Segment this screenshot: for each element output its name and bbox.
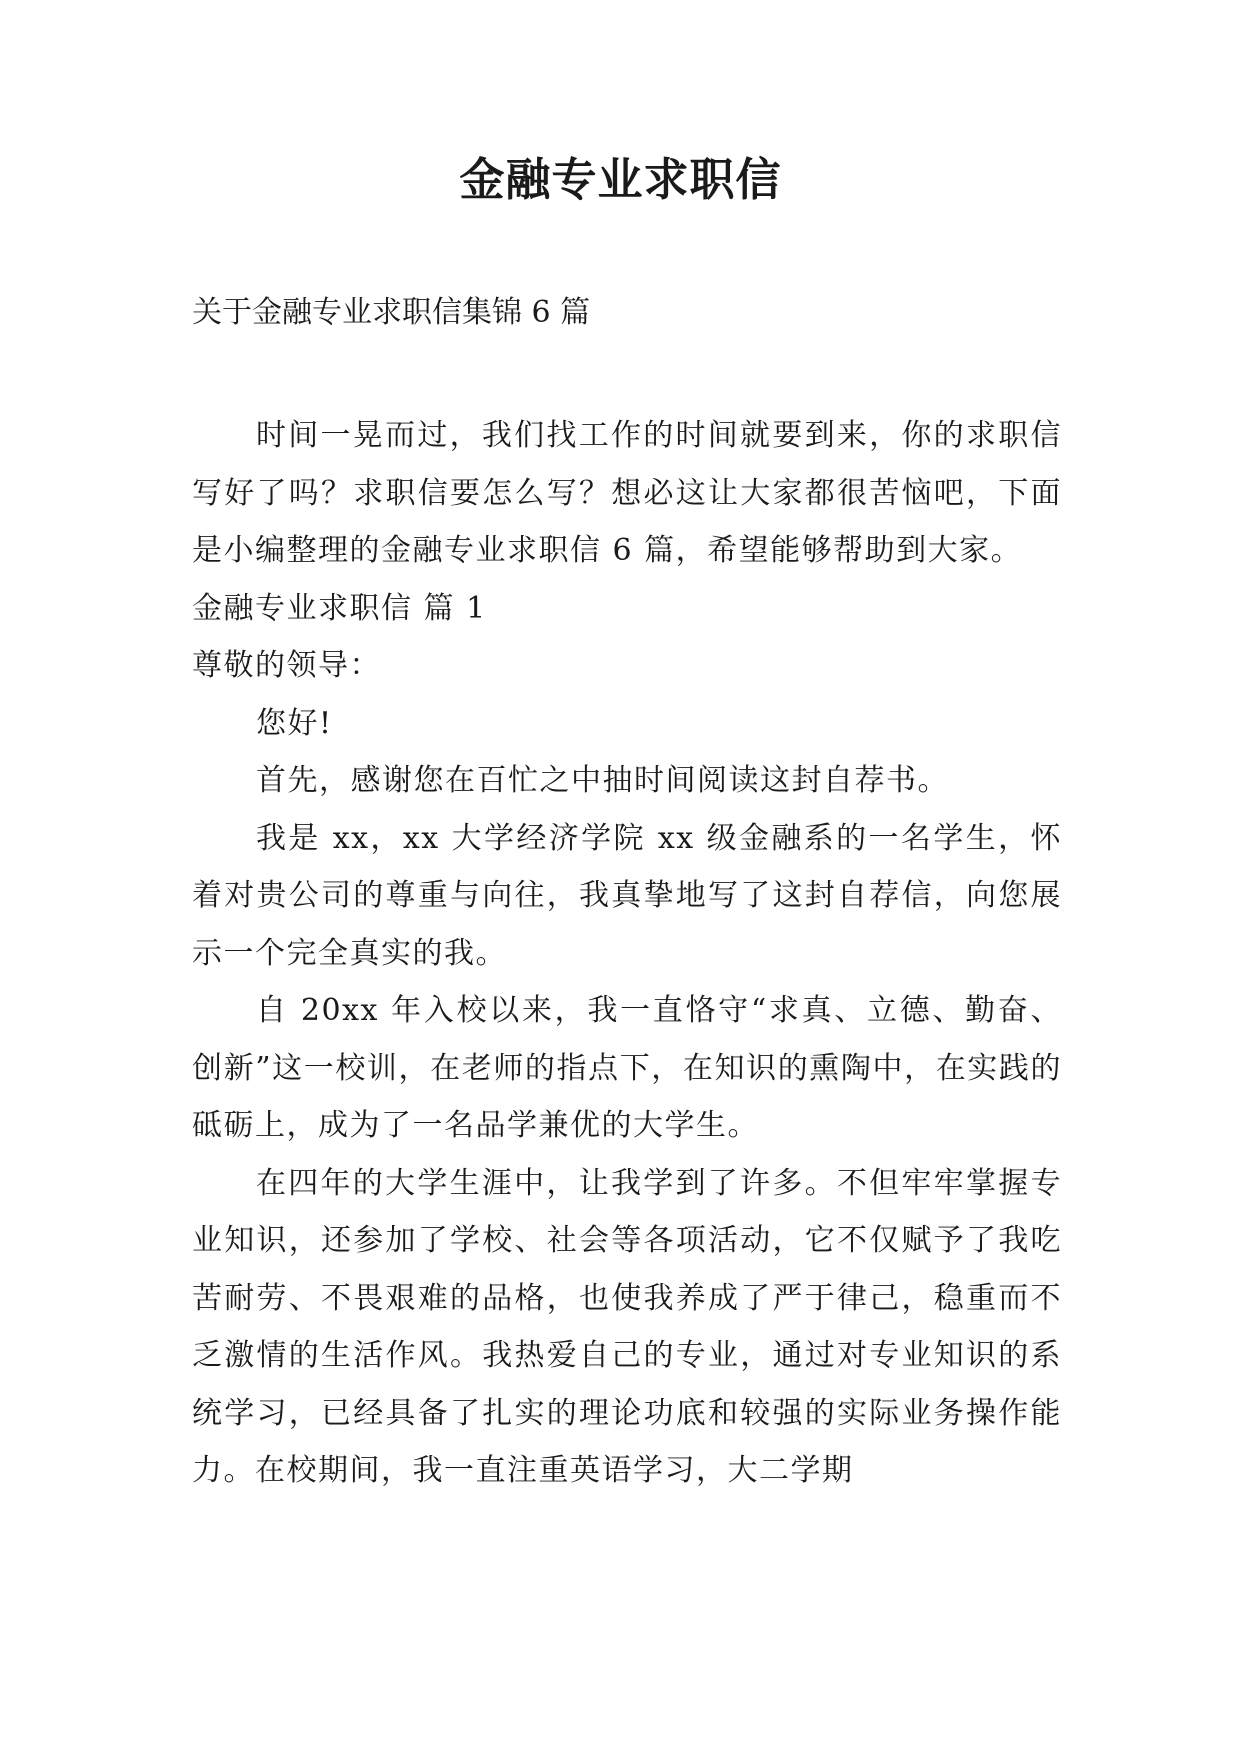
document-body xyxy=(192,407,1062,1500)
body-paragraph: 自 20xx 年入校以来，我一直恪守“求真、立德、勤奋、创新”这一校训，在老师的指点下，在知识的熏陶中，在实践的砥砺上，成为了一名品学兼优的大学生。 xyxy=(192,993,1062,1143)
intro-paragraph: 时间一晃而过，我们找工作的时间就要到来，你的求职信写好了吗？求职信要怎么写？想必这让大家都很苦恼吧，下面是小编整理的金融专业求职信 6 篇，希望能够帮助到大家。 xyxy=(192,418,1062,568)
body-paragraph: 我是 xx，xx 大学经济学院 xx 级金融系的一名学生，怀着对贵公司的尊重与向往，我真挚地写了这封自荐信，向您展示一个完全真实的我。 xyxy=(192,820,1062,971)
body-paragraph: 在四年的大学生涯中，让我学到了许多。不但牢牢掌握专业知识，还参加了学校、社会等各项活动，它不仅赋予了我吃苦耐劳、不畏艰难的品格，也使我养成了严于律己，稳重而不乏激情的生活作风。我热爱自己的专业，通过对专业知识的系统学习，已经具备了扎实的理论功底和较强的实际业务操作能力。在校期间，我一直注重英语学习，大二学期 xyxy=(192,1165,1062,1488)
document-title: 金融专业求职信 xyxy=(459,153,782,206)
body-paragraph: 首先，感谢您在百忙之中抽时间阅读这封自荐书。 xyxy=(256,763,949,798)
document-subtitle: 关于金融专业求职信集锦 6 篇 xyxy=(192,295,591,330)
section-heading: 金融专业求职信 篇 1 xyxy=(192,590,487,626)
greeting: 您好! xyxy=(256,705,333,741)
salutation: 尊敬的领导： xyxy=(192,648,381,683)
